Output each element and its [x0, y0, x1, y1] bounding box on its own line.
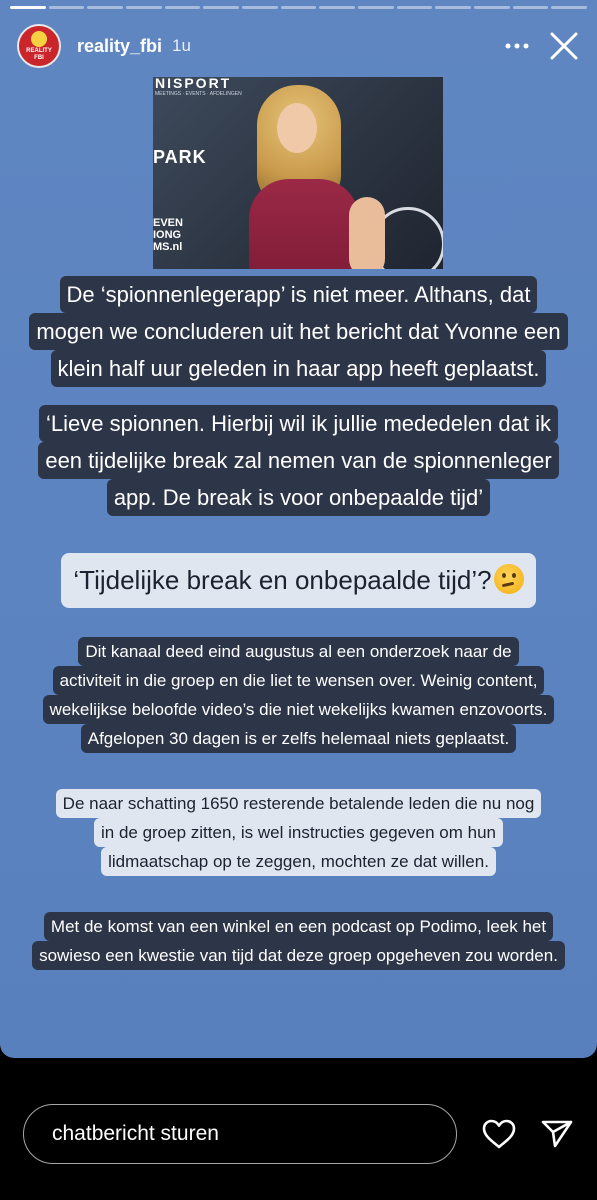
more-icon [505, 43, 529, 49]
close-icon [550, 32, 578, 60]
text-line: activiteit in die groep en die liet te wensen over. Weinig content, [53, 666, 545, 695]
text-line: Afgelopen 30 dagen is er zelfs helemaal niets geplaatst. [81, 724, 517, 753]
text-block-members [0, 789, 597, 876]
text-line: De ‘spionnenlegerapp’ is niet meer. Althans, dat [60, 276, 538, 313]
text-block-research [0, 637, 597, 753]
progress-segment [358, 6, 394, 9]
send-button[interactable] [537, 1114, 577, 1154]
message-input[interactable]: chatbericht sturen [23, 1104, 457, 1164]
progress-segment [165, 6, 201, 9]
text-block-conclusion [0, 912, 597, 970]
progress-segment [242, 6, 278, 9]
photo-backdrop-subtext: MEETINGS · EVENTS · AFDELINGEN [155, 91, 242, 97]
progress-segment [513, 6, 549, 9]
photo-line: IONG [153, 229, 182, 241]
text-line: sowieso een kwestie van tijd dat deze groep opgeheven zou worden. [32, 941, 565, 970]
photo-line: MS.nl [153, 241, 183, 253]
like-button[interactable] [479, 1114, 519, 1154]
avatar-text-bottom: FBI [34, 54, 44, 61]
photo-person-arm [349, 197, 385, 269]
photo-line: EVEN [153, 217, 183, 229]
send-icon [541, 1119, 573, 1149]
photo-backdrop-logo: PARK [153, 147, 207, 167]
text-line: een tijdelijke break zal nemen van de spionnenleger [38, 442, 558, 479]
progress-segment [87, 6, 123, 9]
avatar-text-top: REALITY [26, 47, 52, 54]
text-line: app. De break is voor onbepaalde tijd’ [107, 479, 490, 516]
text-line: lidmaatschap op te zeggen, mochten ze dat willen. [101, 847, 496, 876]
text-line: mogen we concluderen uit het bericht dat Yvonne een [29, 313, 567, 350]
photo-backdrop-lines [153, 217, 183, 253]
question-text: ‘Tijdelijke break en onbepaalde tijd’? [73, 565, 492, 595]
question-line [61, 553, 535, 608]
more-options-button[interactable] [501, 30, 533, 62]
close-button[interactable] [547, 29, 581, 63]
text-line: klein half uur geleden in haar app heeft geplaatst. [51, 350, 547, 387]
text-line: Met de komst van een winkel en een podcast op Podimo, leek het [44, 912, 553, 941]
avatar-mascot-icon [31, 31, 47, 47]
story-header [17, 24, 581, 68]
progress-segment [10, 6, 46, 9]
text-block-quote [0, 405, 597, 516]
story-photo [153, 77, 443, 269]
progress-segment [126, 6, 162, 9]
photo-backdrop-text: NISPORT [155, 77, 232, 91]
progress-segment [203, 6, 239, 9]
post-time: 1u [172, 36, 191, 55]
progress-segment [551, 6, 587, 9]
username-link[interactable]: reality_fbi [77, 35, 163, 56]
story-progress-bar [10, 6, 587, 9]
text-line: De naar schatting 1650 resterende betalende leden die nu nog [56, 789, 542, 818]
heart-icon [482, 1119, 516, 1149]
progress-segment [474, 6, 510, 9]
progress-segment [397, 6, 433, 9]
progress-segment [281, 6, 317, 9]
text-line: Dit kanaal deed eind augustus al een onderzoek naar de [78, 637, 518, 666]
thinking-face-icon [494, 564, 524, 594]
text-block-question [0, 553, 597, 608]
photo-person-face [277, 103, 317, 153]
photo-person-dress [249, 179, 359, 269]
progress-segment [319, 6, 355, 9]
text-line: in de groep zitten, is wel instructies gegeven om hun [94, 818, 503, 847]
avatar[interactable] [17, 24, 61, 68]
text-line: ‘Lieve spionnen. Hierbij wil ik jullie mededelen dat ik [39, 405, 558, 442]
progress-segment [49, 6, 85, 9]
progress-segment [435, 6, 471, 9]
text-block-intro [0, 276, 597, 387]
text-line: wekelijkse beloofde video’s die niet wekelijks kwamen enzovoorts. [43, 695, 555, 724]
